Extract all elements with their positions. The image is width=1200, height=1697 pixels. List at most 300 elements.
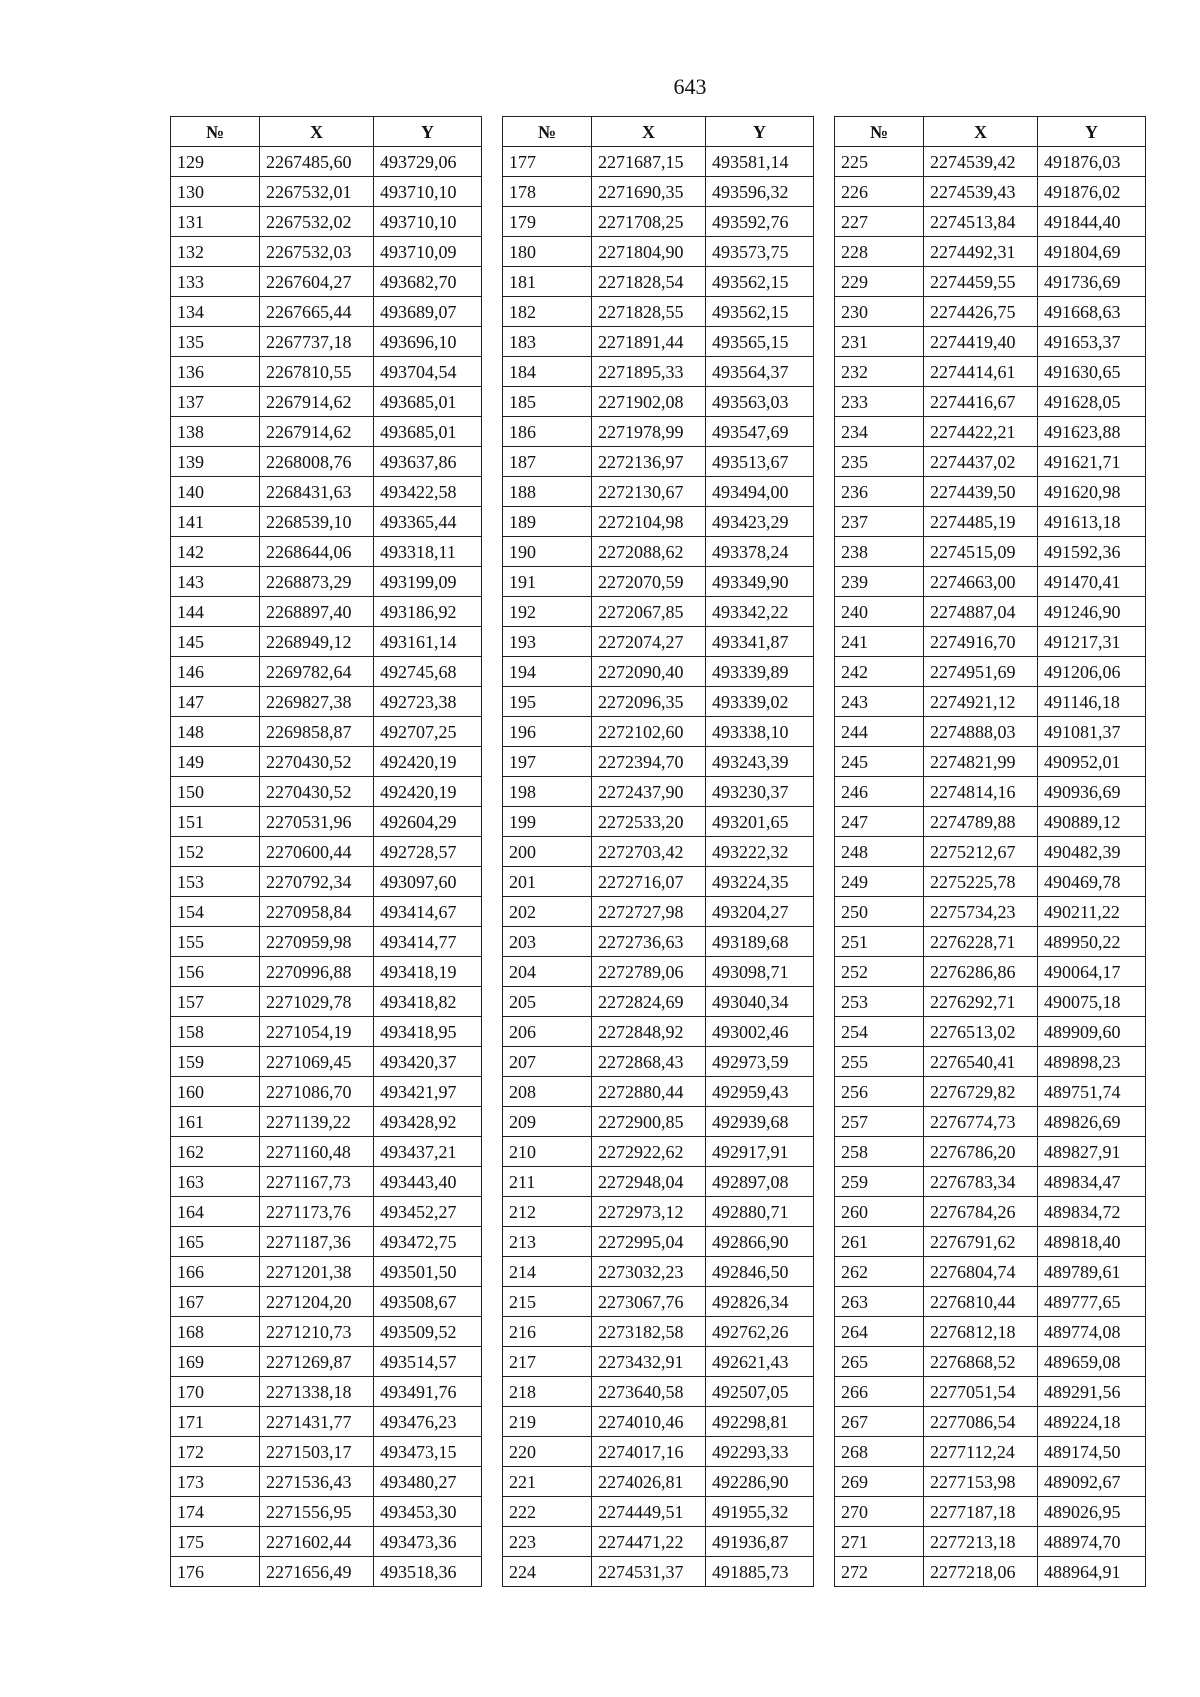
cell-no: 247 (835, 807, 924, 837)
cell-x: 2276540,41 (924, 1047, 1038, 1077)
cell-no: 253 (835, 987, 924, 1017)
cell-x: 2277213,18 (924, 1527, 1038, 1557)
table-row (171, 597, 482, 627)
cell-x: 2274888,03 (924, 717, 1038, 747)
cell-no: 233 (835, 387, 924, 417)
cell-y: 490889,12 (1038, 807, 1146, 837)
cell-y: 489827,91 (1038, 1137, 1146, 1167)
cell-y: 493562,15 (706, 267, 814, 297)
cell-x: 2273032,23 (592, 1257, 706, 1287)
cell-y: 490064,17 (1038, 957, 1146, 987)
table-row (835, 987, 1146, 1017)
cell-no: 139 (171, 447, 260, 477)
cell-y: 489818,40 (1038, 1227, 1146, 1257)
cell-y: 489026,95 (1038, 1497, 1146, 1527)
cell-x: 2267810,55 (260, 357, 374, 387)
cell-no: 239 (835, 567, 924, 597)
cell-no: 162 (171, 1137, 260, 1167)
cell-x: 2272074,27 (592, 627, 706, 657)
table-row (171, 477, 482, 507)
cell-x: 2274663,00 (924, 567, 1038, 597)
cell-y: 491623,88 (1038, 417, 1146, 447)
cell-y: 489092,67 (1038, 1467, 1146, 1497)
table-row (835, 477, 1146, 507)
cell-y: 493563,03 (706, 387, 814, 417)
cell-y: 493581,14 (706, 147, 814, 177)
cell-x: 2270430,52 (260, 747, 374, 777)
cell-y: 493480,27 (374, 1467, 482, 1497)
cell-no: 187 (503, 447, 592, 477)
cell-y: 493565,15 (706, 327, 814, 357)
cell-x: 2270531,96 (260, 807, 374, 837)
cell-x: 2274492,31 (924, 237, 1038, 267)
cell-no: 242 (835, 657, 924, 687)
cell-y: 491206,06 (1038, 657, 1146, 687)
cell-y: 490482,39 (1038, 837, 1146, 867)
cell-y: 493199,09 (374, 567, 482, 597)
table-header-row (835, 117, 1146, 147)
cell-no: 143 (171, 567, 260, 597)
table-row (503, 1407, 814, 1437)
cell-no: 223 (503, 1527, 592, 1557)
cell-x: 2276868,52 (924, 1347, 1038, 1377)
cell-no: 149 (171, 747, 260, 777)
cell-x: 2277086,54 (924, 1407, 1038, 1437)
cell-y: 490075,18 (1038, 987, 1146, 1017)
cell-y: 493243,39 (706, 747, 814, 777)
cell-y: 490936,69 (1038, 777, 1146, 807)
cell-no: 163 (171, 1167, 260, 1197)
cell-no: 164 (171, 1197, 260, 1227)
cell-y: 493341,87 (706, 627, 814, 657)
cell-y: 489950,22 (1038, 927, 1146, 957)
cell-y: 493423,29 (706, 507, 814, 537)
table-row (171, 627, 482, 657)
cell-x: 2269858,87 (260, 717, 374, 747)
table-row (171, 1407, 482, 1437)
cell-no: 202 (503, 897, 592, 927)
table-row (835, 447, 1146, 477)
table-row (835, 567, 1146, 597)
cell-no: 235 (835, 447, 924, 477)
table-row (503, 1287, 814, 1317)
cell-y: 492762,26 (706, 1317, 814, 1347)
header-y: Y (1038, 117, 1146, 147)
cell-x: 2272096,35 (592, 687, 706, 717)
cell-x: 2274010,46 (592, 1407, 706, 1437)
table-row (835, 747, 1146, 777)
table-row (835, 1197, 1146, 1227)
cell-x: 2271828,54 (592, 267, 706, 297)
cell-x: 2277187,18 (924, 1497, 1038, 1527)
table-row (503, 987, 814, 1017)
table-row (835, 267, 1146, 297)
cell-no: 151 (171, 807, 260, 837)
table-row (171, 387, 482, 417)
cell-x: 2274539,43 (924, 177, 1038, 207)
table-row (835, 237, 1146, 267)
cell-no: 246 (835, 777, 924, 807)
table-row (171, 507, 482, 537)
cell-y: 492723,38 (374, 687, 482, 717)
table-row (835, 1107, 1146, 1137)
cell-x: 2271160,48 (260, 1137, 374, 1167)
cell-no: 192 (503, 597, 592, 627)
table-row (835, 1347, 1146, 1377)
cell-x: 2272995,04 (592, 1227, 706, 1257)
table-row (835, 1377, 1146, 1407)
cell-x: 2276286,86 (924, 957, 1038, 987)
cell-x: 2274821,99 (924, 747, 1038, 777)
cell-y: 493685,01 (374, 417, 482, 447)
cell-x: 2272437,90 (592, 777, 706, 807)
table-row (171, 1017, 482, 1047)
table-row (503, 1497, 814, 1527)
cell-no: 205 (503, 987, 592, 1017)
table-row (171, 807, 482, 837)
table-row (503, 1527, 814, 1557)
table-row (503, 1317, 814, 1347)
cell-x: 2267665,44 (260, 297, 374, 327)
cell-x: 2272973,12 (592, 1197, 706, 1227)
cell-y: 491885,73 (706, 1557, 814, 1587)
cell-y: 491844,40 (1038, 207, 1146, 237)
cell-no: 195 (503, 687, 592, 717)
cell-y: 492293,33 (706, 1437, 814, 1467)
table-row (503, 1347, 814, 1377)
cell-x: 2272824,69 (592, 987, 706, 1017)
table-row (835, 1467, 1146, 1497)
cell-y: 492826,34 (706, 1287, 814, 1317)
table-row (835, 897, 1146, 927)
cell-no: 169 (171, 1347, 260, 1377)
cell-y: 489834,47 (1038, 1167, 1146, 1197)
cell-y: 493437,21 (374, 1137, 482, 1167)
table-row (171, 1437, 482, 1467)
cell-x: 2271902,08 (592, 387, 706, 417)
cell-no: 197 (503, 747, 592, 777)
cell-y: 489777,65 (1038, 1287, 1146, 1317)
table-row (835, 1497, 1146, 1527)
cell-no: 160 (171, 1077, 260, 1107)
cell-x: 2276228,71 (924, 927, 1038, 957)
cell-y: 493318,11 (374, 537, 482, 567)
cell-x: 2273182,58 (592, 1317, 706, 1347)
cell-y: 491621,71 (1038, 447, 1146, 477)
cell-x: 2271556,95 (260, 1497, 374, 1527)
table-row (503, 1227, 814, 1257)
cell-no: 228 (835, 237, 924, 267)
table-row (503, 447, 814, 477)
cell-y: 491081,37 (1038, 717, 1146, 747)
cell-x: 2271503,17 (260, 1437, 374, 1467)
cell-x: 2272868,43 (592, 1047, 706, 1077)
cell-y: 491470,41 (1038, 567, 1146, 597)
cell-x: 2271690,35 (592, 177, 706, 207)
table-row (835, 1167, 1146, 1197)
cell-x: 2274449,51 (592, 1497, 706, 1527)
cell-x: 2274426,75 (924, 297, 1038, 327)
cell-y: 493596,32 (706, 177, 814, 207)
header-x: X (260, 117, 374, 147)
table-row (171, 987, 482, 1017)
cell-no: 265 (835, 1347, 924, 1377)
table-row (835, 627, 1146, 657)
cell-y: 493420,37 (374, 1047, 482, 1077)
cell-no: 129 (171, 147, 260, 177)
cell-y: 492745,68 (374, 657, 482, 687)
cell-y: 492880,71 (706, 1197, 814, 1227)
coordinates-table-2 (502, 116, 814, 1587)
cell-y: 493494,00 (706, 477, 814, 507)
cell-no: 240 (835, 597, 924, 627)
cell-no: 153 (171, 867, 260, 897)
cell-y: 493161,14 (374, 627, 482, 657)
cell-x: 2271210,73 (260, 1317, 374, 1347)
cell-no: 156 (171, 957, 260, 987)
table-row (835, 357, 1146, 387)
cell-x: 2271687,15 (592, 147, 706, 177)
cell-y: 493472,75 (374, 1227, 482, 1257)
table-row (503, 387, 814, 417)
table-row (503, 1257, 814, 1287)
table-row (835, 687, 1146, 717)
header-no: № (171, 117, 260, 147)
cell-no: 261 (835, 1227, 924, 1257)
table-row (171, 267, 482, 297)
cell-y: 489774,08 (1038, 1317, 1146, 1347)
cell-y: 490469,78 (1038, 867, 1146, 897)
table-row (503, 687, 814, 717)
cell-y: 492604,29 (374, 807, 482, 837)
cell-y: 489898,23 (1038, 1047, 1146, 1077)
table-row (171, 897, 482, 927)
table-row (503, 1137, 814, 1167)
cell-y: 492707,25 (374, 717, 482, 747)
table-row (503, 357, 814, 387)
cell-x: 2274515,09 (924, 537, 1038, 567)
cell-y: 492420,19 (374, 777, 482, 807)
cell-x: 2271029,78 (260, 987, 374, 1017)
cell-y: 493002,46 (706, 1017, 814, 1047)
cell-y: 493418,82 (374, 987, 482, 1017)
cell-no: 258 (835, 1137, 924, 1167)
cell-x: 2267532,02 (260, 207, 374, 237)
cell-no: 203 (503, 927, 592, 957)
cell-no: 184 (503, 357, 592, 387)
cell-y: 493453,30 (374, 1497, 482, 1527)
table-row (503, 657, 814, 687)
cell-no: 157 (171, 987, 260, 1017)
cell-x: 2268897,40 (260, 597, 374, 627)
cell-y: 493378,24 (706, 537, 814, 567)
cell-y: 492621,43 (706, 1347, 814, 1377)
table-row (503, 897, 814, 927)
table-row (503, 1377, 814, 1407)
cell-no: 272 (835, 1557, 924, 1587)
cell-x: 2276786,20 (924, 1137, 1038, 1167)
cell-y: 491804,69 (1038, 237, 1146, 267)
cell-y: 493230,37 (706, 777, 814, 807)
table-row (835, 657, 1146, 687)
cell-y: 491613,18 (1038, 507, 1146, 537)
cell-x: 2272070,59 (592, 567, 706, 597)
cell-y: 490211,22 (1038, 897, 1146, 927)
cell-x: 2272922,62 (592, 1137, 706, 1167)
cell-no: 252 (835, 957, 924, 987)
table-row (835, 957, 1146, 987)
cell-no: 267 (835, 1407, 924, 1437)
cell-y: 493414,67 (374, 897, 482, 927)
table-row (171, 687, 482, 717)
cell-x: 2273640,58 (592, 1377, 706, 1407)
cell-no: 249 (835, 867, 924, 897)
cell-no: 154 (171, 897, 260, 927)
table-row (171, 957, 482, 987)
cell-y: 492973,59 (706, 1047, 814, 1077)
cell-x: 2271269,87 (260, 1347, 374, 1377)
table-row (171, 1317, 482, 1347)
cell-x: 2274789,88 (924, 807, 1038, 837)
cell-x: 2274471,22 (592, 1527, 706, 1557)
cell-x: 2271602,44 (260, 1527, 374, 1557)
cell-y: 493224,35 (706, 867, 814, 897)
cell-no: 132 (171, 237, 260, 267)
cell-y: 493418,95 (374, 1017, 482, 1047)
table-row (171, 297, 482, 327)
table-row (835, 537, 1146, 567)
table-row (171, 417, 482, 447)
cell-x: 2268949,12 (260, 627, 374, 657)
cell-x: 2272880,44 (592, 1077, 706, 1107)
cell-x: 2274419,40 (924, 327, 1038, 357)
cell-x: 2270792,34 (260, 867, 374, 897)
table-row (503, 957, 814, 987)
table-row (503, 327, 814, 357)
cell-no: 229 (835, 267, 924, 297)
cell-y: 489909,60 (1038, 1017, 1146, 1047)
cell-x: 2267532,01 (260, 177, 374, 207)
table-row (171, 1257, 482, 1287)
cell-x: 2269782,64 (260, 657, 374, 687)
cell-x: 2271804,90 (592, 237, 706, 267)
cell-no: 133 (171, 267, 260, 297)
cell-y: 491628,05 (1038, 387, 1146, 417)
cell-y: 493509,52 (374, 1317, 482, 1347)
cell-no: 260 (835, 1197, 924, 1227)
cell-no: 179 (503, 207, 592, 237)
cell-x: 2268008,76 (260, 447, 374, 477)
cell-y: 493518,36 (374, 1557, 482, 1587)
cell-no: 183 (503, 327, 592, 357)
cell-y: 492286,90 (706, 1467, 814, 1497)
cell-x: 2275734,23 (924, 897, 1038, 927)
cell-x: 2273067,76 (592, 1287, 706, 1317)
cell-y: 493473,15 (374, 1437, 482, 1467)
cell-y: 493710,10 (374, 177, 482, 207)
cell-y: 492897,08 (706, 1167, 814, 1197)
cell-no: 220 (503, 1437, 592, 1467)
cell-x: 2276791,62 (924, 1227, 1038, 1257)
cell-y: 489789,61 (1038, 1257, 1146, 1287)
cell-y: 492939,68 (706, 1107, 814, 1137)
cell-no: 255 (835, 1047, 924, 1077)
table-row (503, 627, 814, 657)
table-header-row (171, 117, 482, 147)
cell-y: 491217,31 (1038, 627, 1146, 657)
cell-y: 493428,92 (374, 1107, 482, 1137)
cell-no: 254 (835, 1017, 924, 1047)
cell-no: 145 (171, 627, 260, 657)
cell-y: 493564,37 (706, 357, 814, 387)
cell-x: 2267737,18 (260, 327, 374, 357)
table-row (835, 1557, 1146, 1587)
table-row (835, 1077, 1146, 1107)
cell-no: 259 (835, 1167, 924, 1197)
cell-y: 488964,91 (1038, 1557, 1146, 1587)
cell-y: 493710,10 (374, 207, 482, 237)
cell-y: 488974,70 (1038, 1527, 1146, 1557)
table-row (171, 1167, 482, 1197)
cell-y: 493201,65 (706, 807, 814, 837)
cell-no: 190 (503, 537, 592, 567)
cell-no: 209 (503, 1107, 592, 1137)
table-row (835, 387, 1146, 417)
cell-y: 493562,15 (706, 297, 814, 327)
cell-no: 218 (503, 1377, 592, 1407)
cell-y: 493414,77 (374, 927, 482, 957)
cell-no: 248 (835, 837, 924, 867)
cell-no: 144 (171, 597, 260, 627)
cell-y: 493513,67 (706, 447, 814, 477)
table-row (835, 1227, 1146, 1257)
cell-no: 158 (171, 1017, 260, 1047)
table-row (171, 177, 482, 207)
table-row (171, 1197, 482, 1227)
cell-no: 200 (503, 837, 592, 867)
cell-no: 216 (503, 1317, 592, 1347)
cell-x: 2272102,60 (592, 717, 706, 747)
table-row (171, 717, 482, 747)
table-row (835, 717, 1146, 747)
table-row (835, 417, 1146, 447)
cell-no: 262 (835, 1257, 924, 1287)
cell-y: 493710,09 (374, 237, 482, 267)
cell-y: 493098,71 (706, 957, 814, 987)
cell-y: 491246,90 (1038, 597, 1146, 627)
cell-x: 2270996,88 (260, 957, 374, 987)
cell-x: 2272703,42 (592, 837, 706, 867)
cell-y: 493476,23 (374, 1407, 482, 1437)
cell-y: 491936,87 (706, 1527, 814, 1557)
cell-y: 489291,56 (1038, 1377, 1146, 1407)
table-row (503, 537, 814, 567)
table-row (835, 1317, 1146, 1347)
cell-y: 493689,07 (374, 297, 482, 327)
cell-y: 489751,74 (1038, 1077, 1146, 1107)
cell-y: 489174,50 (1038, 1437, 1146, 1467)
cell-no: 236 (835, 477, 924, 507)
table-row (503, 1047, 814, 1077)
cell-x: 2274513,84 (924, 207, 1038, 237)
cell-x: 2271536,43 (260, 1467, 374, 1497)
cell-y: 493443,40 (374, 1167, 482, 1197)
table-row (503, 1017, 814, 1047)
cell-x: 2276812,18 (924, 1317, 1038, 1347)
table-row (835, 777, 1146, 807)
table-row (503, 237, 814, 267)
table-row (503, 597, 814, 627)
